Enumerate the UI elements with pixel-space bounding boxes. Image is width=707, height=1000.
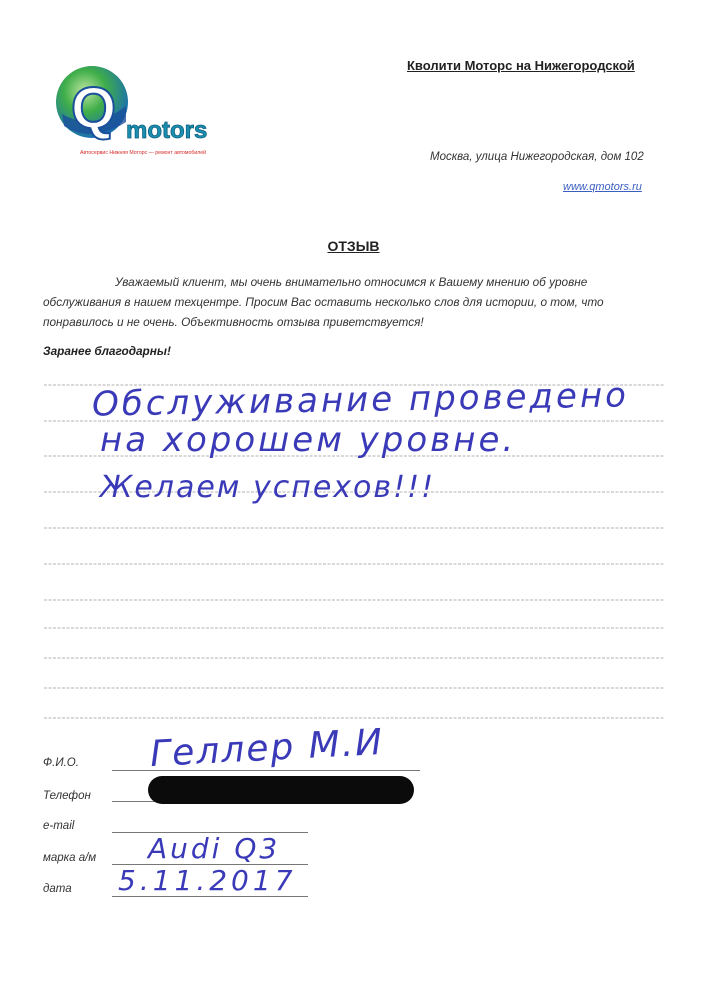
logo-letter: Q: [71, 76, 117, 141]
email-label: e-mail: [43, 820, 75, 832]
review-line-2: на хорошем уровне.: [100, 420, 517, 460]
company-name: Кволити Моторс на Нижегородской: [407, 58, 635, 73]
fio-value: Геллер М.И: [149, 721, 386, 776]
thanks-text: Заранее благодарны!: [43, 344, 171, 358]
date-value: 5.11.2017: [118, 864, 297, 897]
date-label: дата: [43, 883, 72, 895]
logo-tagline: Автосервис Нижняя Моторс — ремонт автомобилей: [80, 150, 207, 156]
car-label: марка а/м: [43, 852, 97, 864]
car-value: Audi Q3: [148, 832, 281, 865]
document-title: ОТЗЫВ: [327, 238, 380, 254]
phone-redaction: [148, 776, 414, 804]
qmotors-logo: [52, 62, 252, 162]
qmotors-logo-graphic: [52, 62, 252, 162]
phone-label: Телефон: [43, 790, 91, 802]
fio-label: Ф.И.О.: [43, 757, 79, 769]
review-line-1: Обслуживание проведено: [91, 375, 630, 425]
intro-text: Уважаемый клиент, мы очень внимательно относимся к Вашему мнению об уровне обслуживания в нашем техцентре. Просим Вас оставить несколько слов для истории, о том, что понравилось и не очень. Объективность отзыва приветствуется!: [43, 275, 604, 329]
intro-paragraph: [43, 272, 668, 332]
logo-word: motors: [126, 117, 208, 144]
company-address: Москва, улица Нижегородская, дом 102: [430, 151, 644, 163]
company-website-link[interactable]: www.qmotors.ru: [563, 181, 642, 193]
review-line-3: Желаем успехов!!!: [100, 470, 436, 505]
